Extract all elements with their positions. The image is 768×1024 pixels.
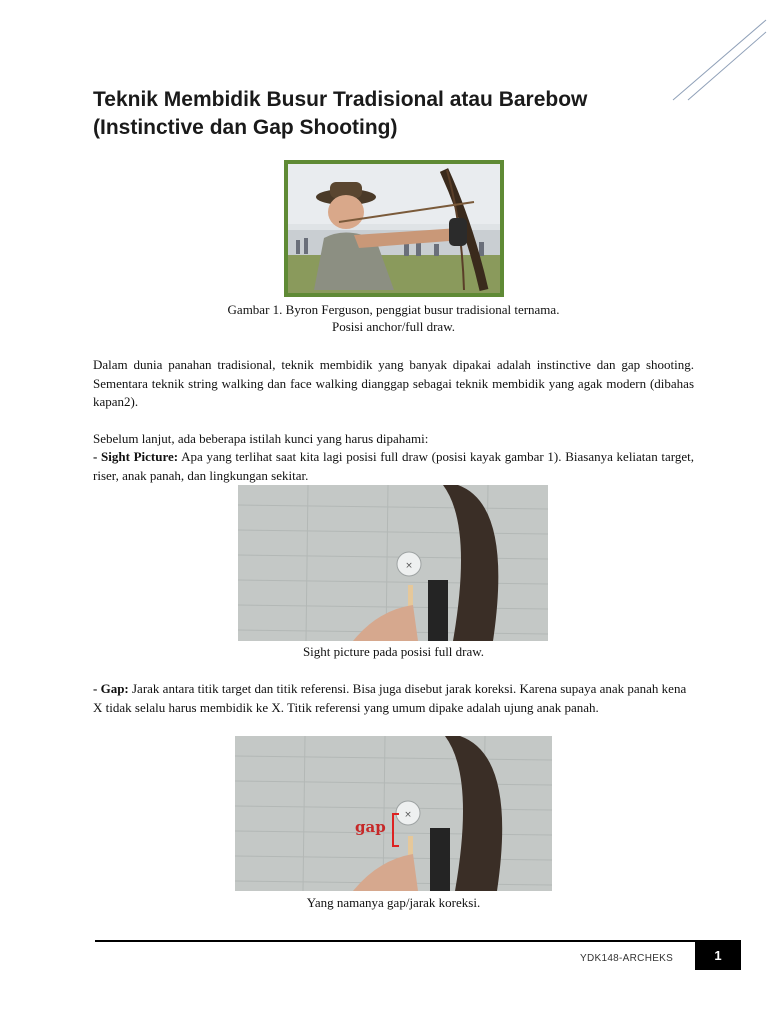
sight-picture-term: - Sight Picture: xyxy=(93,449,179,464)
page-number: 1 xyxy=(695,940,741,970)
svg-text:×: × xyxy=(404,810,412,820)
figure-1-caption xyxy=(93,301,694,335)
footer-doc-code: YDK148-ARCHEKS xyxy=(580,953,674,964)
gap-term: - Gap: xyxy=(93,681,129,696)
figure-sight-picture xyxy=(238,485,548,641)
sight-picture-paragraph xyxy=(93,448,694,485)
sight-picture-illustration xyxy=(238,485,548,641)
archer-photo-illustration xyxy=(284,160,504,297)
sight-picture-definition: Apa yang terlihat saat kita lagi posisi full draw (posisi kayak gambar 1). Biasanya keliatan target, riser, anak panah, dan lingkungan sekitar. xyxy=(93,449,694,483)
figure-archer-photo xyxy=(284,160,504,297)
gap-definition: Jarak antara titik target dan titik referensi. Bisa juga disebut jarak koreksi. Karena supaya anak panah kena X tidak selalu harus membidik ke X. Titik referensi yang umum dipake adalah ujung anak panah. xyxy=(93,681,687,715)
gap-paragraph xyxy=(93,680,694,717)
figure-2-caption: Sight picture pada posisi full draw. xyxy=(302,644,485,659)
figure-3-caption: Yang namanya gap/jarak koreksi. xyxy=(306,895,481,910)
figure-1-caption-line-2: Posisi anchor/full draw. xyxy=(332,319,455,334)
figure-gap xyxy=(235,736,552,891)
page-title xyxy=(93,86,693,142)
footer-divider xyxy=(95,940,695,942)
intro-paragraph: Dalam dunia panahan tradisional, teknik membidik yang banyak dipakai adalah instinctive dan gap shooting. Sementara teknik string walking dan face walking dianggap sebagai teknik membidik yang agak modern (dibahas kapan2). xyxy=(93,357,694,409)
title-line-2: (Instinctive dan Gap Shooting) xyxy=(93,116,398,139)
svg-text:×: × xyxy=(405,561,413,571)
gap-illustration xyxy=(235,736,552,891)
gap-label: gap xyxy=(355,818,386,836)
figure-1-caption-line-1: Gambar 1. Byron Ferguson, penggiat busur tradisional ternama. xyxy=(227,302,560,317)
title-line-1: Teknik Membidik Busur Tradisional atau Barebow xyxy=(93,88,588,111)
terms-intro-paragraph: Sebelum lanjut, ada beberapa istilah kunci yang harus dipahami: xyxy=(93,431,429,446)
